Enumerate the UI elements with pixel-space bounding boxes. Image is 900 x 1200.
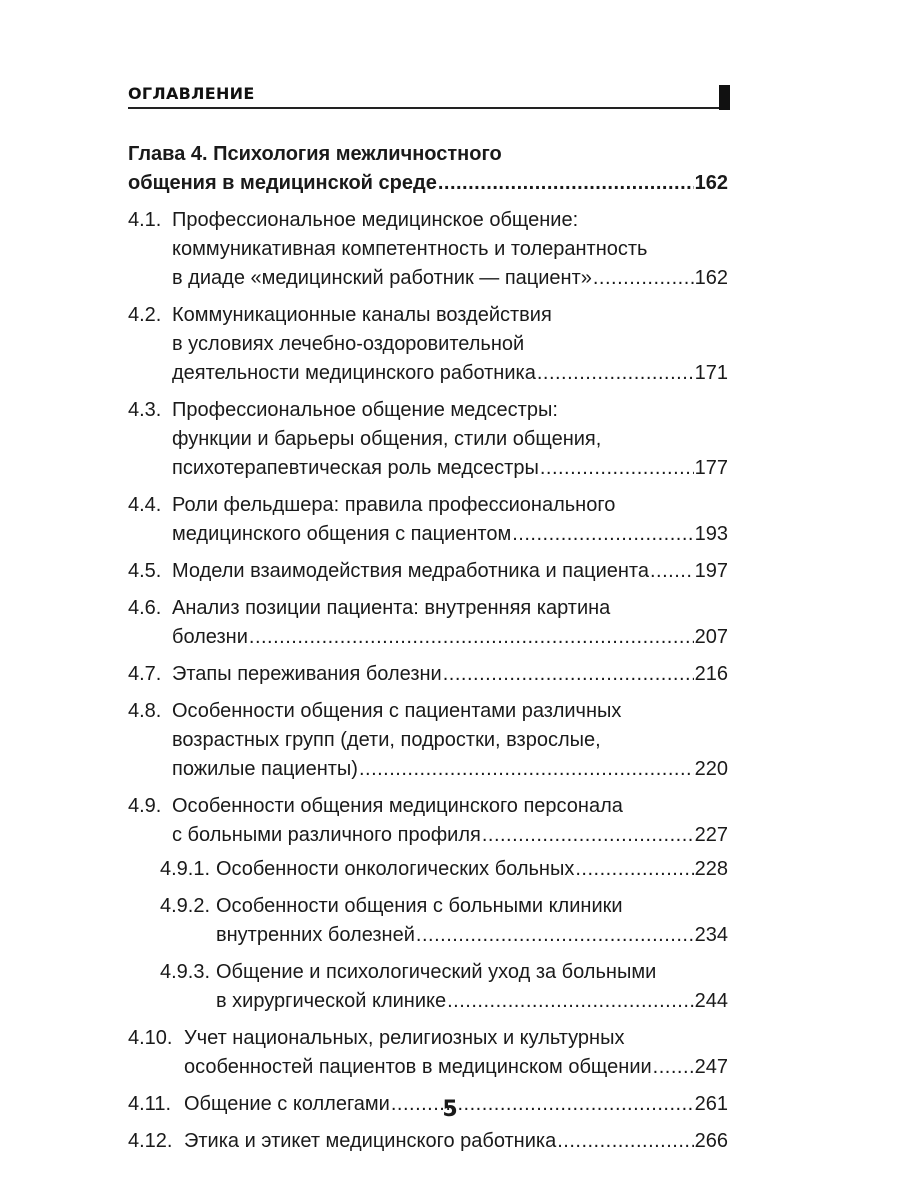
- toc-entry-text: Особенности онкологических больных: [216, 858, 575, 880]
- toc-line: [128, 491, 728, 520]
- toc-entry-4-9-2: [128, 892, 728, 950]
- toc-entry-text: Роли фельдшера: правила профессионального: [172, 494, 616, 516]
- toc-page-number: 220: [694, 758, 728, 780]
- toc-entry-text: особенностей пациентов в медицинском общении: [184, 1056, 652, 1078]
- toc-page-number: 216: [694, 663, 728, 685]
- dot-leader: [540, 454, 694, 483]
- toc-entry-4-2: [128, 301, 728, 388]
- toc-entry-text: Общение и психологический уход за больными: [216, 961, 657, 983]
- toc-page-number: 244: [694, 990, 728, 1012]
- dot-leader: [482, 821, 694, 850]
- toc-line: [128, 1053, 728, 1082]
- toc-entry-number: 4.2.: [128, 304, 162, 326]
- toc-page-number: 261: [694, 1093, 728, 1115]
- dot-leader: [249, 623, 694, 652]
- toc-chapter-4: [128, 140, 728, 198]
- toc-entry-text: Особенности общения с пациентами различных: [172, 700, 622, 722]
- toc-line: [128, 330, 728, 359]
- toc-entry-text: с больными различного профиля: [172, 824, 481, 846]
- toc-entry-number: 4.3.: [128, 399, 162, 421]
- toc-page-number: 247: [694, 1056, 728, 1078]
- toc-entry-text: Профессиональное общение медсестры:: [172, 399, 558, 421]
- header-marker-bar: [719, 85, 730, 110]
- toc-entry-text: пожилые пациенты): [172, 758, 358, 780]
- toc-line: [128, 520, 728, 549]
- toc-entry-number: 4.10.: [128, 1027, 173, 1049]
- toc-entry-text: Особенности общения медицинского персонала: [172, 795, 623, 817]
- toc-page-number: 227: [694, 824, 728, 846]
- toc-entry-text: Профессиональное медицинское общение:: [172, 209, 579, 231]
- toc-entry-number: 4.9.: [128, 795, 162, 817]
- toc-line: [128, 140, 728, 169]
- toc-line: [160, 921, 728, 950]
- dot-leader: [650, 557, 694, 586]
- toc-line: [128, 206, 728, 235]
- toc-entry-text: Модели взаимодействия медработника и пациента: [172, 560, 649, 582]
- toc-entry-text: возрастных групп (дети, подростки, взрослые,: [172, 729, 601, 751]
- toc-line: [128, 1127, 728, 1156]
- toc-entry-text: Особенности общения с больными клиники: [216, 895, 623, 917]
- toc-line: [128, 264, 728, 293]
- toc-entry-4-1: [128, 206, 728, 293]
- toc-entry-text: функции и барьеры общения, стили общения,: [172, 428, 602, 450]
- toc-entry-number: 4.11.: [128, 1093, 171, 1115]
- header-rule: [128, 107, 720, 109]
- toc-page-number: 234: [694, 924, 728, 946]
- toc-entry-4-9-1: [128, 855, 728, 884]
- toc-entry-4-3: [128, 396, 728, 483]
- toc-entry-4-10: [128, 1024, 728, 1082]
- toc-chapter-title-line-1: Глава 4. Психология межличностного: [128, 143, 502, 165]
- toc-entry-number: 4.8.: [128, 700, 162, 722]
- toc-entry-number: 4.9.1.: [160, 858, 211, 880]
- page-header-title: ОГЛАВЛЕНИЕ: [128, 84, 255, 103]
- toc-line: [128, 660, 728, 689]
- toc-page-number: 162: [694, 267, 728, 289]
- toc-line: [160, 958, 728, 987]
- toc-entry-4-7: [128, 660, 728, 689]
- dot-leader: [537, 359, 694, 388]
- toc-entry-4-4: [128, 491, 728, 549]
- toc-entry-text: Анализ позиции пациента: внутренняя картина: [172, 597, 611, 619]
- toc-page-number: 193: [694, 523, 728, 545]
- toc-entry-number: 4.5.: [128, 560, 162, 582]
- toc-entry-number: 4.1.: [128, 209, 162, 231]
- toc-line: [128, 235, 728, 264]
- page-number: 5: [442, 1097, 458, 1122]
- toc-page-number: 228: [694, 858, 728, 880]
- toc-page-number: 162: [694, 172, 728, 194]
- toc-line: [128, 557, 728, 586]
- toc-entry-text: деятельности медицинского работника: [172, 362, 536, 384]
- toc-entry-4-9: [128, 792, 728, 850]
- toc-line: [128, 623, 728, 652]
- toc-chapter-title-line-2: общения в медицинской среде: [128, 172, 437, 194]
- toc-entry-text: Учет национальных, религиозных и культурных: [184, 1027, 625, 1049]
- toc-line: [128, 726, 728, 755]
- dot-leader: [653, 1053, 694, 1082]
- toc-line: [128, 1024, 728, 1053]
- toc-entry-4-9-3: [128, 958, 728, 1016]
- toc-entry-text: медицинского общения с пациентом: [172, 523, 512, 545]
- toc-entry-text: Общение с коллегами: [184, 1093, 390, 1115]
- dot-leader: [593, 264, 694, 293]
- toc-entry-number: 4.12.: [128, 1130, 173, 1152]
- toc-entry-text: Этика и этикет медицинского работника: [184, 1130, 557, 1152]
- toc-line: [128, 755, 728, 784]
- toc-entry-4-5: [128, 557, 728, 586]
- toc-line: [160, 987, 728, 1016]
- toc-line: [128, 359, 728, 388]
- toc-page-number: 207: [694, 626, 728, 648]
- toc-entry-text: психотерапевтическая роль медсестры: [172, 457, 539, 479]
- toc-entry-4-12: [128, 1127, 728, 1156]
- toc-line: [128, 301, 728, 330]
- toc-entry-number: 4.7.: [128, 663, 162, 685]
- toc-line: [128, 169, 728, 198]
- toc-line: [128, 821, 728, 850]
- toc-entry-text: в условиях лечебно-оздоровительной: [172, 333, 525, 355]
- dot-leader: [447, 987, 694, 1016]
- toc-line: [128, 396, 728, 425]
- dot-leader: [443, 660, 694, 689]
- toc-entry-4-6: [128, 594, 728, 652]
- toc-entry-text: в диаде «медицинский работник — пациент»: [172, 267, 592, 289]
- toc-line: [160, 855, 728, 884]
- toc-page-number: 197: [694, 560, 728, 582]
- toc-page-number: 266: [694, 1130, 728, 1152]
- dot-leader: [416, 921, 694, 950]
- toc-line: [128, 697, 728, 726]
- toc-entry-number: 4.4.: [128, 494, 162, 516]
- toc-entry-number: 4.9.3.: [160, 961, 211, 983]
- toc-entry-text: Коммуникационные каналы воздействия: [172, 304, 552, 326]
- toc-entry-text: в хирургической клинике: [216, 990, 447, 1012]
- table-of-contents: [128, 140, 728, 1156]
- dot-leader: [359, 755, 694, 784]
- toc-entry-text: внутренних болезней: [216, 924, 415, 946]
- dot-leader: [557, 1127, 693, 1156]
- toc-entry-text: болезни: [172, 626, 248, 648]
- toc-entry-number: 4.9.2.: [160, 895, 211, 917]
- toc-page-number: 177: [694, 457, 728, 479]
- toc-entry-4-8: [128, 697, 728, 784]
- toc-line: [128, 425, 728, 454]
- toc-entry-number: 4.6.: [128, 597, 162, 619]
- toc-line: [128, 454, 728, 483]
- dot-leader: [575, 855, 693, 884]
- toc-line: [128, 594, 728, 623]
- dot-leader: [512, 520, 693, 549]
- toc-line: [128, 792, 728, 821]
- toc-entry-text: коммуникативная компетентность и толерантность: [172, 238, 648, 260]
- toc-line: [160, 892, 728, 921]
- dot-leader: [438, 169, 694, 198]
- toc-page-number: 171: [694, 362, 728, 384]
- toc-entry-text: Этапы переживания болезни: [172, 663, 442, 685]
